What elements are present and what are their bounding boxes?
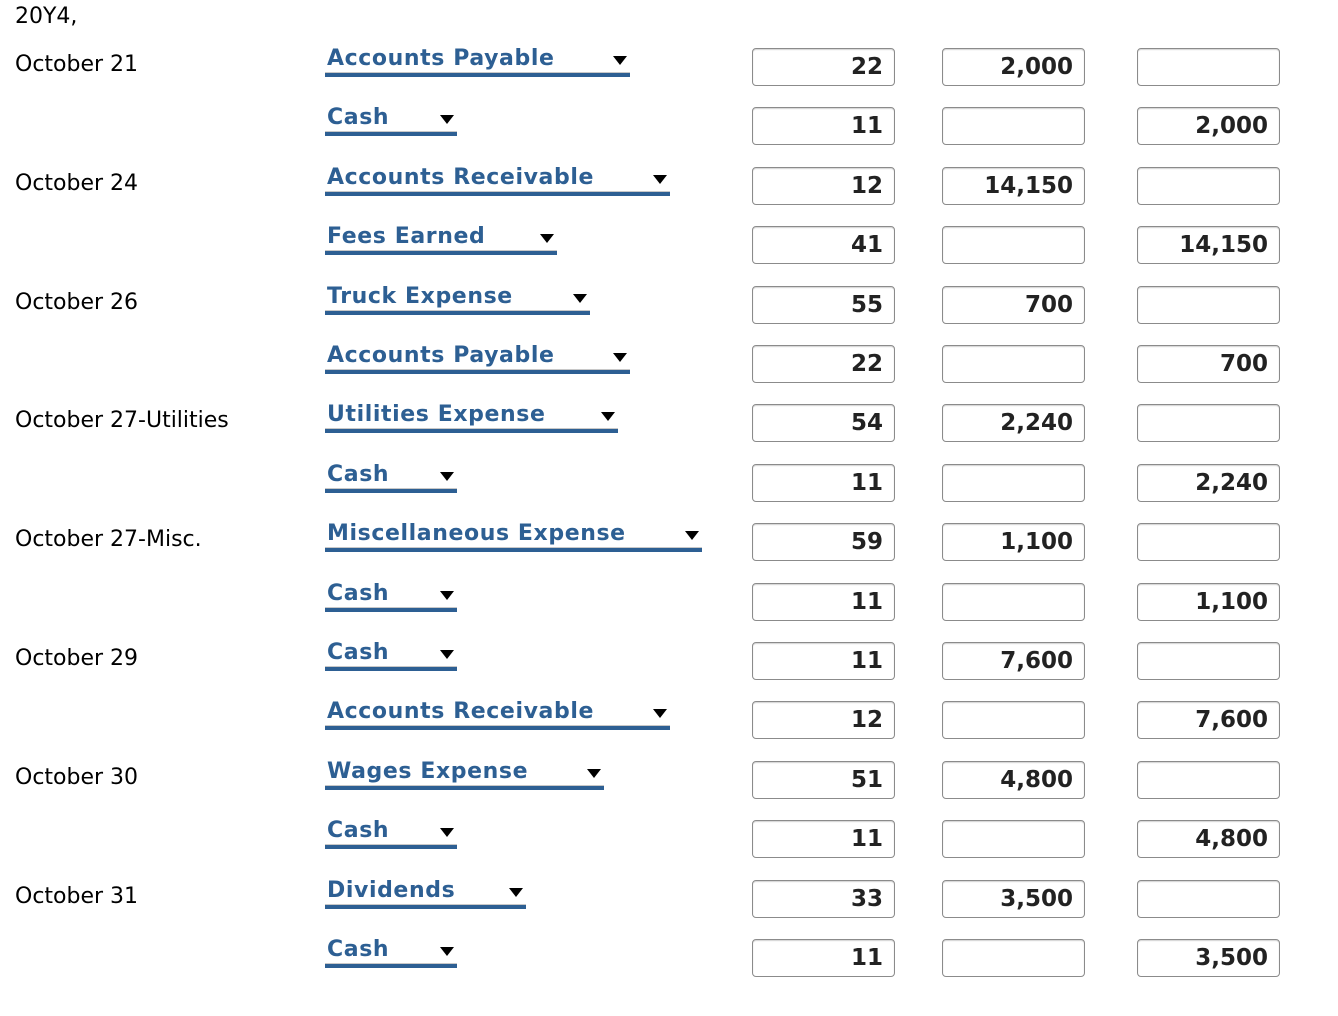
chevron-down-icon[interactable] (509, 888, 523, 897)
credit-input[interactable]: 1,100 (1137, 583, 1280, 621)
post-ref-input[interactable]: 12 (752, 701, 895, 739)
account-select-label: Dividends (327, 877, 456, 903)
credit-input[interactable] (1137, 167, 1280, 205)
account-select-label: Cash (327, 580, 390, 606)
account-select-truck-expense[interactable] (325, 285, 590, 315)
entry-date: October 24 (15, 170, 139, 196)
post-ref-input[interactable]: 12 (752, 167, 895, 205)
account-select-dividends[interactable] (325, 879, 526, 909)
journal-row (0, 636, 1338, 696)
debit-input[interactable]: 2,000 (942, 48, 1085, 86)
post-ref-input[interactable]: 11 (752, 464, 895, 502)
entry-date: October 30 (15, 764, 139, 790)
account-select-cash[interactable] (325, 819, 457, 849)
debit-input[interactable] (942, 701, 1085, 739)
post-ref-input[interactable]: 59 (752, 523, 895, 561)
credit-input[interactable] (1137, 880, 1280, 918)
entry-date: October 27-Misc. (15, 527, 202, 553)
debit-input[interactable] (942, 939, 1085, 977)
debit-input[interactable]: 7,600 (942, 642, 1085, 680)
journal-row (0, 220, 1338, 280)
account-select-label: Accounts Receivable (327, 164, 594, 190)
entry-date: October 29 (15, 646, 139, 671)
post-ref-input[interactable]: 54 (752, 404, 895, 442)
year-label: 20Y4, (15, 4, 78, 29)
chevron-down-icon[interactable] (613, 56, 627, 65)
debit-input[interactable]: 4,800 (942, 761, 1085, 799)
journal-row (0, 933, 1338, 993)
account-select-utilities-expense[interactable] (325, 403, 618, 433)
account-select-label: Fees Earned (327, 224, 486, 250)
journal-row (0, 814, 1338, 874)
chevron-down-icon[interactable] (613, 353, 627, 362)
chevron-down-icon[interactable] (587, 769, 601, 778)
account-select-cash[interactable] (325, 938, 457, 968)
journal-row (0, 577, 1338, 637)
debit-input[interactable]: 700 (942, 286, 1085, 324)
account-select-label: Cash (327, 818, 390, 844)
account-select-label: Cash (327, 640, 390, 665)
credit-input[interactable] (1137, 48, 1280, 86)
post-ref-input[interactable]: 22 (752, 48, 895, 86)
account-select-label: Accounts Receivable (327, 699, 594, 725)
debit-input[interactable] (942, 820, 1085, 858)
chevron-down-icon[interactable] (601, 412, 615, 421)
chevron-down-icon[interactable] (440, 115, 454, 124)
chevron-down-icon[interactable] (573, 294, 587, 303)
chevron-down-icon[interactable] (685, 531, 699, 540)
journal-row (0, 42, 1338, 102)
account-select-label: Wages Expense (327, 758, 529, 784)
post-ref-input[interactable]: 11 (752, 642, 895, 680)
credit-input[interactable]: 14,150 (1137, 226, 1280, 264)
account-select-label: Miscellaneous Expense (327, 521, 626, 547)
chevron-down-icon[interactable] (440, 650, 454, 659)
account-select-label: Accounts Payable (327, 46, 555, 71)
post-ref-input[interactable]: 11 (752, 107, 895, 145)
post-ref-input[interactable]: 41 (752, 226, 895, 264)
entry-date: October 31 (15, 883, 139, 909)
account-select-label: Cash (327, 105, 390, 131)
journal-row (0, 517, 1338, 577)
credit-input[interactable] (1137, 523, 1280, 561)
post-ref-input[interactable]: 11 (752, 939, 895, 977)
entry-date: October 26 (15, 289, 139, 315)
account-select-miscellaneous-expense[interactable] (325, 522, 702, 552)
debit-input[interactable] (942, 345, 1085, 383)
post-ref-input[interactable]: 51 (752, 761, 895, 799)
account-select-cash[interactable] (325, 106, 457, 136)
journal-row (0, 101, 1338, 161)
account-select-label: Utilities Expense (327, 402, 546, 428)
chevron-down-icon[interactable] (440, 472, 454, 481)
journal-row (0, 339, 1338, 399)
chevron-down-icon[interactable] (653, 709, 667, 718)
chevron-down-icon[interactable] (540, 234, 554, 243)
debit-input[interactable] (942, 107, 1085, 145)
account-select-accounts-receivable[interactable] (325, 166, 670, 196)
journal-row (0, 161, 1338, 221)
post-ref-input[interactable]: 11 (752, 583, 895, 621)
account-select-cash[interactable] (325, 463, 457, 493)
account-select-label: Accounts Payable (327, 343, 555, 368)
journal-row (0, 398, 1338, 458)
entry-date: October 27-Utilities (15, 408, 229, 434)
account-select-accounts-receivable[interactable] (325, 700, 670, 730)
chevron-down-icon[interactable] (653, 175, 667, 184)
credit-input[interactable]: 3,500 (1137, 939, 1280, 977)
debit-input[interactable] (942, 464, 1085, 502)
account-select-cash[interactable] (325, 641, 457, 671)
entry-date: October 21 (15, 52, 139, 77)
account-select-fees-earned[interactable] (325, 225, 557, 255)
account-select-wages-expense[interactable] (325, 760, 604, 790)
chevron-down-icon[interactable] (440, 591, 454, 600)
journal-row (0, 280, 1338, 340)
debit-input[interactable]: 14,150 (942, 167, 1085, 205)
journal-row (0, 755, 1338, 815)
credit-input[interactable]: 4,800 (1137, 820, 1280, 858)
debit-input[interactable]: 3,500 (942, 880, 1085, 918)
journal-row (0, 458, 1338, 518)
credit-input[interactable] (1137, 642, 1280, 680)
post-ref-input[interactable]: 11 (752, 820, 895, 858)
credit-input[interactable] (1137, 286, 1280, 324)
credit-input[interactable] (1137, 761, 1280, 799)
account-select-accounts-payable[interactable] (325, 47, 630, 77)
post-ref-input[interactable]: 33 (752, 880, 895, 918)
account-select-accounts-payable[interactable] (325, 344, 630, 374)
account-select-label: Cash (327, 937, 390, 962)
journal-row (0, 695, 1338, 755)
credit-input[interactable]: 2,000 (1137, 107, 1280, 145)
credit-input[interactable]: 7,600 (1137, 701, 1280, 739)
credit-input[interactable]: 2,240 (1137, 464, 1280, 502)
account-select-label: Truck Expense (327, 283, 513, 309)
debit-input[interactable] (942, 583, 1085, 621)
account-select-label: Cash (327, 461, 390, 487)
chevron-down-icon[interactable] (440, 828, 454, 837)
debit-input[interactable]: 1,100 (942, 523, 1085, 561)
post-ref-input[interactable]: 55 (752, 286, 895, 324)
credit-input[interactable] (1137, 404, 1280, 442)
account-select-cash[interactable] (325, 582, 457, 612)
journal-row (0, 874, 1338, 934)
post-ref-input[interactable]: 22 (752, 345, 895, 383)
debit-input[interactable]: 2,240 (942, 404, 1085, 442)
chevron-down-icon[interactable] (440, 947, 454, 956)
debit-input[interactable] (942, 226, 1085, 264)
credit-input[interactable]: 700 (1137, 345, 1280, 383)
